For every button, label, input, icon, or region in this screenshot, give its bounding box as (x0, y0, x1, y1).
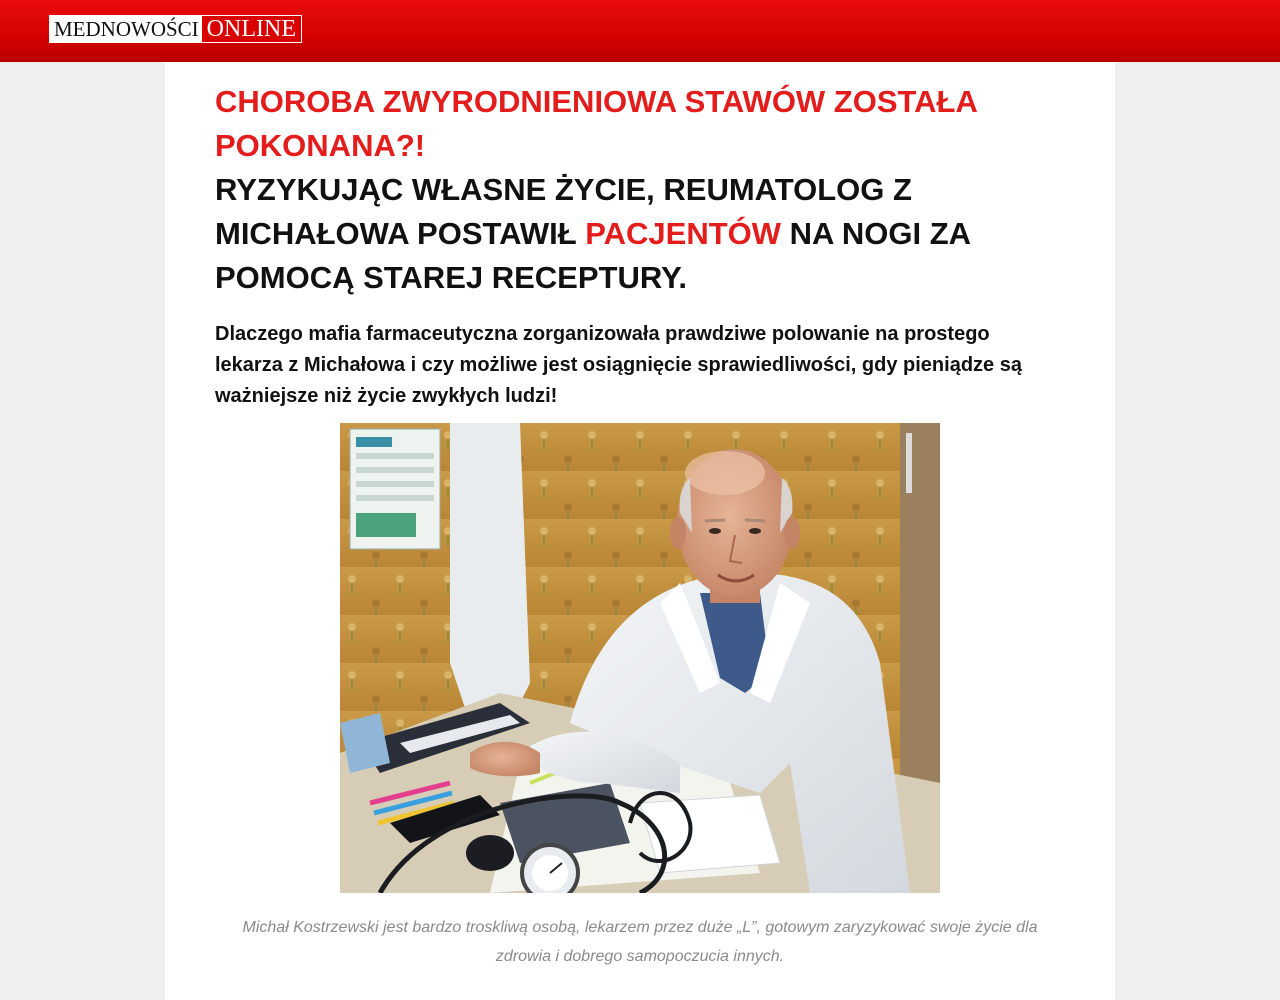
article-lead: Dlaczego mafia farmaceutyczna zorganizowała prawdziwe polowanie na prostego lekarza z Michałowa i czy możliwe jest osiągnięcie sprawiedliwości, gdy pieniądze są ważniejsze niż życie zwykłych ludzi! (215, 323, 1022, 407)
article-container (165, 62, 1115, 1000)
article-headline (215, 80, 1085, 300)
article-photo (340, 423, 940, 893)
headline-black-part-2: NA NOGI ZA POMOCĄ STAREJ RECEPTURY. (215, 216, 970, 295)
logo-text-right: ONLINE (202, 16, 301, 42)
headline-highlight: PACJENTÓW (585, 216, 782, 251)
photo-caption: Michał Kostrzewski jest bardzo troskliwą osobą, lekarzem przez duże „L”, gotowym zaryzykować swoje życie dla zdrowia i dobrego samopoczucia innych. (242, 919, 1038, 965)
headline-black-part: RYZYKUJĄC WŁASNE ŻYCIE, REUMATOLOG Z MICHAŁOWA POSTAWIŁ (215, 172, 912, 251)
site-logo[interactable] (49, 15, 302, 43)
logo-text-left: MEDNOWOŚCI (50, 16, 202, 42)
doctor-photo-illustration (340, 423, 940, 893)
headline-red-part: CHOROBA ZWYRODNIENIOWA STAWÓW ZOSTAŁA POKONANA?! (215, 84, 977, 163)
site-header (0, 0, 1280, 62)
